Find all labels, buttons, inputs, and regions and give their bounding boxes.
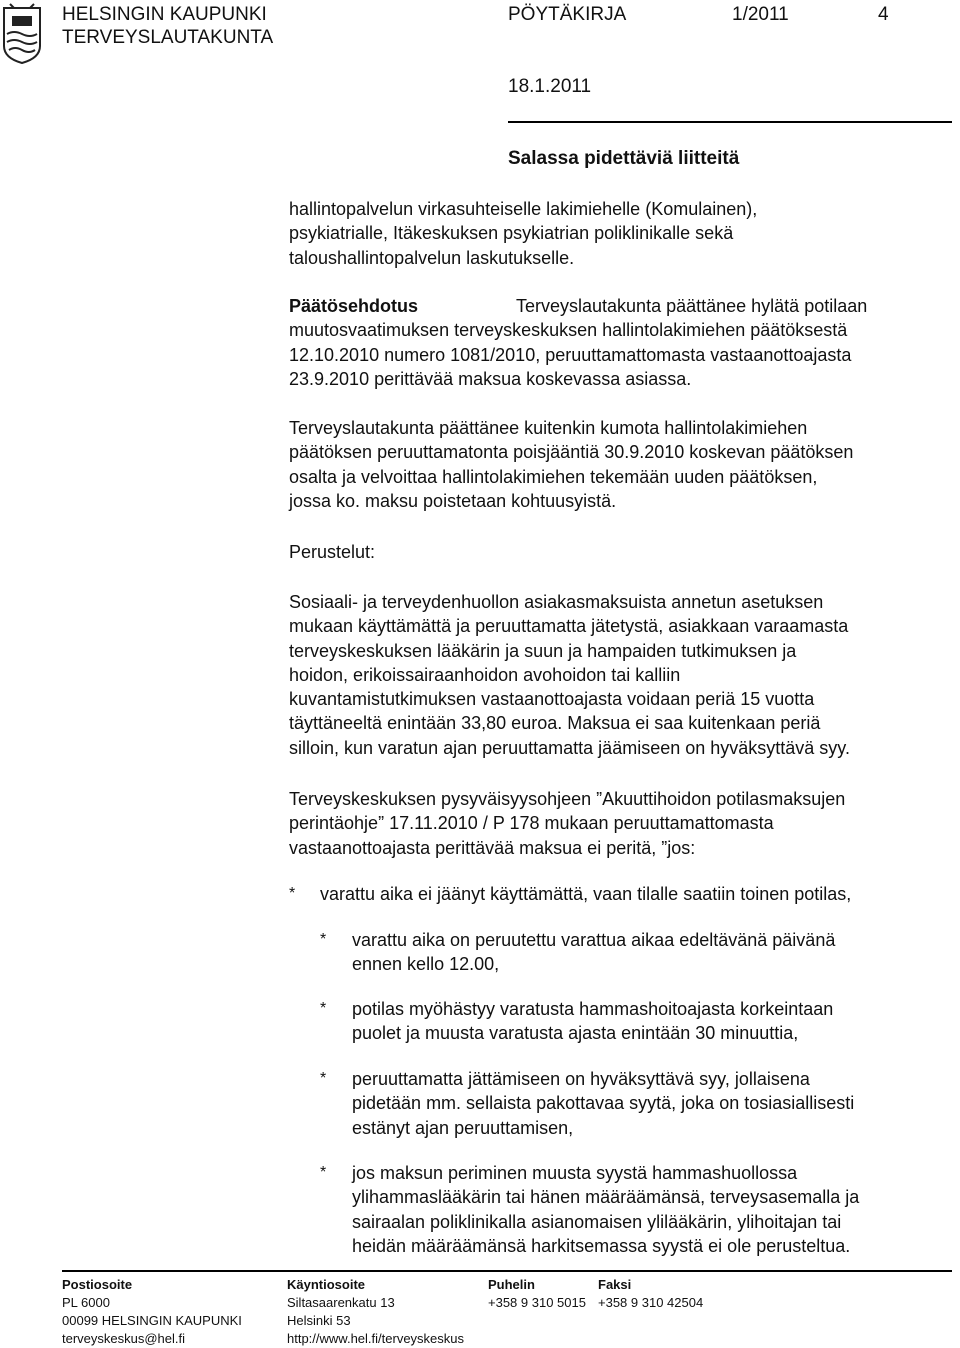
text-line: heidän määräämänsä harkitsemassa syystä ei ole perusteltua. [352, 1235, 851, 1256]
fax-number: +358 9 310 42504 [598, 1295, 704, 1310]
text-line: taloushallintopalvelun laskutukselle. [289, 247, 575, 268]
postal-city: 00099 HELSINGIN KAUPUNKI [62, 1313, 242, 1328]
bullet-symbol: * [320, 931, 327, 948]
text-line: 23.9.2010 perittävää maksua koskevassa asiassa. [289, 368, 692, 389]
proposal-paragraph [289, 294, 949, 391]
text-line: Sosiaali- ja terveydenhuollon asiakasmaksuista annetun asetuksen [289, 592, 824, 612]
email-link[interactable]: terveyskeskus@hel.fi [62, 1331, 186, 1346]
header-divider [508, 121, 952, 123]
text-line: 12.10.2010 numero 1081/2010, peruuttamattomasta vastaanottoajasta [289, 344, 852, 365]
footer-divider [62, 1270, 952, 1272]
org-name: HELSINGIN KAUPUNKI [62, 4, 267, 25]
text-line: puolet ja muusta varatusta ajasta enintään 30 minuuttia, [352, 1023, 799, 1044]
sub-bullet-item [352, 1161, 859, 1258]
footer-phone-block [488, 1276, 586, 1312]
document-number: 1/2011 [732, 4, 789, 25]
text-line: silloin, kun varatun ajan peruuttamatta jäämiseen on hyväksyttävä syy. [289, 737, 850, 758]
text-line: osalta ja velvoittaa hallintolakimiehen tekemään uuden päätöksen, [289, 466, 818, 487]
text-line: ennen kello 12.00, [352, 954, 500, 975]
text-line: päätöksen peruuttamatonta poisjääntiä 30.9.2010 koskevan päätöksen [289, 442, 854, 463]
text-line: pidetään mm. sellaista pakottavaa syytä, joka on tosiasiallisesti [352, 1093, 855, 1114]
text-line: muutosvaatimuksen terveyskeskuksen hallintolakimiehen päätöksestä [289, 320, 848, 341]
fax-label: Faksi [598, 1277, 632, 1292]
text-line: potilas myöhästyy varatusta hammashoitoajasta korkeintaan [352, 999, 834, 1019]
phone-label: Puhelin [488, 1277, 535, 1292]
footer-fax-block [598, 1276, 703, 1312]
guideline-paragraph [289, 787, 949, 860]
visit-label: Käyntiosoite [287, 1277, 366, 1292]
text-line: terveyskeskuksen lääkärin ja suun ja hampaiden tutkimuksen ja [289, 640, 797, 661]
text-line: Terveyskeskuksen pysyväisyysohjeen ”Akuuttihoidon potilasmaksujen [289, 789, 846, 809]
text-line: psykiatrialle, Itäkeskuksen psykiatrian poliklinikalle sekä [289, 223, 734, 244]
text-line: varattu aika on peruutettu varattua aikaa edeltävänä päivänä [352, 930, 836, 950]
bullet-symbol: * [320, 1000, 327, 1017]
street-address: Siltasaarenkatu 13 [287, 1295, 395, 1310]
footer-postal-block [62, 1276, 242, 1348]
text-line: hoidon, erikoissairaanhoidon avohoidon tai kalliin [289, 664, 681, 685]
city: Helsinki 53 [287, 1313, 351, 1328]
postal-box: PL 6000 [62, 1295, 110, 1310]
text-line: jos maksun periminen muusta syystä hammashuollossa [352, 1163, 798, 1183]
text-line: Terveyslautakunta päättänee kuitenkin kumota hallintolakimiehen [289, 418, 808, 438]
postal-label: Postiosoite [62, 1277, 133, 1292]
grounds-paragraph [289, 590, 949, 760]
text-line: Terveyslautakunta päättänee hylätä potilaan [516, 296, 868, 316]
text-line: ylihammaslääkärin tai hänen määräämänsä, terveysasemalla ja [352, 1187, 860, 1208]
phone-number: +358 9 310 5015 [488, 1295, 586, 1310]
text-line: peruuttamatta jättämiseen on hyväksyttävä syy, jollaisena [352, 1069, 810, 1089]
helsinki-crest-logo [2, 2, 42, 64]
footer-visit-block [287, 1276, 464, 1348]
page-number: 4 [878, 4, 889, 25]
text-line: perintäohje” 17.11.2010 / P 178 mukaan peruuttamattomasta [289, 813, 774, 834]
text-line: estänyt ajan peruuttamisen, [352, 1117, 574, 1138]
sub-bullet-item [352, 928, 835, 977]
section-title: Salassa pidettäviä liitteitä [508, 148, 740, 169]
document-type: PÖYTÄKIRJA [508, 4, 627, 25]
text-line: sairaalan poliklinikalla asianomaisen ylilääkärin, ylihoitajan tai [352, 1211, 842, 1232]
sub-bullet-item [352, 1067, 854, 1140]
bullet-symbol: * [320, 1164, 327, 1181]
text-line: mukaan käyttämättä ja peruuttamatta jätetystä, asiakkaan varaamasta [289, 616, 849, 637]
text-line: vastaanottoajasta perittävää maksua ei peritä, ”jos: [289, 837, 696, 858]
text-line: hallintopalvelun virkasuhteiselle lakimiehelle (Komulainen), [289, 199, 758, 219]
intro-paragraph [289, 197, 949, 270]
board-name: TERVEYSLAUTAKUNTA [62, 27, 274, 48]
main-bullet-text: varattu aika ei jäänyt käyttämättä, vaan tilalle saatiin toinen potilas, [320, 884, 852, 904]
text-line: täyttäneeltä enintään 33,80 euroa. Maksua ei saa kuitenkaan periä [289, 713, 821, 734]
decision-paragraph [289, 416, 949, 513]
meeting-date: 18.1.2011 [508, 76, 592, 97]
text-line: jossa ko. maksu poistetaan kohtuusyistä. [289, 490, 617, 511]
website-link[interactable]: http://www.hel.fi/terveyskeskus [287, 1331, 465, 1346]
bullet-symbol: * [289, 885, 296, 902]
bullet-symbol: * [320, 1070, 327, 1087]
sub-bullet-item [352, 997, 833, 1046]
proposal-label: Päätösehdotus [289, 296, 419, 316]
text-line: kuvantamistutkimuksen vastaanottoajasta voidaan periä 15 vuotta [289, 689, 815, 710]
grounds-label: Perustelut: [289, 542, 376, 562]
